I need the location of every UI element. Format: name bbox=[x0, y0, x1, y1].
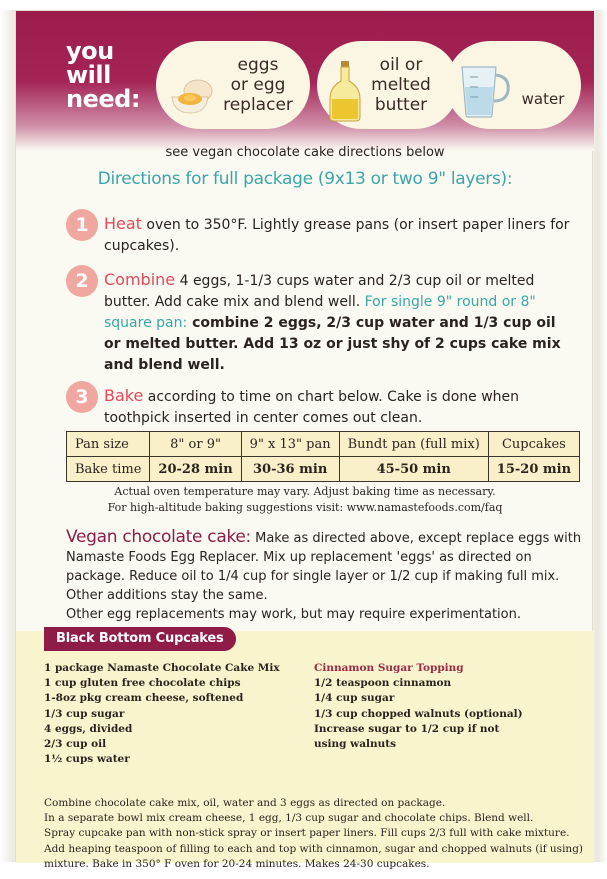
step-3-lead: Bake bbox=[104, 386, 144, 405]
ingredients-right bbox=[314, 661, 523, 752]
list-item: using walnuts bbox=[314, 738, 397, 751]
step-3 bbox=[66, 385, 576, 429]
list-item: Increase sugar to 1/2 cup if not bbox=[314, 722, 500, 735]
table-cell: 9" x 13" pan bbox=[241, 432, 339, 457]
list-item: 1 cup gluten free chocolate chips bbox=[44, 677, 241, 690]
altitude-note: For high-altitude baking suggestions visit: www.namastefoods.com/faq bbox=[107, 501, 503, 514]
list-item: 1½ cups water bbox=[44, 753, 130, 766]
step-2-single-pan-text: combine 2 eggs, 2/3 cup water and 1/3 cup oil or melted butter. Add 13 oz or just shy of 2 cups cake mix and blend well. bbox=[104, 315, 561, 373]
you-will-need-banner bbox=[16, 11, 594, 151]
vegan-text: Make as directed above, except replace eggs with Namaste Foods Egg Replacer. Mix up replacement 'eggs' as directed on package. Reduce oil to 1/4 cup for single layer or 1/2 cup if making full mix. Other additions stay the same. bbox=[66, 531, 582, 603]
bake-time-table bbox=[66, 431, 580, 482]
vegan-directions bbox=[66, 528, 586, 624]
table-cell: Bake time bbox=[67, 457, 150, 482]
eggs-text: eggs or egg replacer bbox=[223, 55, 293, 115]
vegan-lead: Vegan chocolate cake: bbox=[66, 527, 251, 547]
eggs-icon bbox=[168, 73, 216, 117]
need-line-1: you bbox=[66, 37, 114, 65]
list-item: 1/2 teaspoon cinnamon bbox=[314, 677, 452, 690]
list-item: 1/4 cup sugar bbox=[314, 692, 395, 705]
step-1 bbox=[66, 213, 576, 257]
list-item: 4 eggs, divided bbox=[44, 722, 133, 735]
table-cell: Cupcakes bbox=[488, 432, 579, 457]
step-1-text: oven to 350°F. Lightly grease pans (or insert paper liners for cupcakes). bbox=[104, 217, 570, 254]
list-item: 1/3 cup chopped walnuts (optional) bbox=[314, 707, 523, 720]
see-vegan-note: see vegan chocolate cake directions below bbox=[165, 145, 445, 160]
table-cell: Pan size bbox=[67, 432, 150, 457]
table-cell: Bundt pan (full mix) bbox=[339, 432, 488, 457]
list-item: 1 package Namaste Chocolate Cake Mix bbox=[44, 662, 280, 674]
water-text: water bbox=[521, 90, 565, 108]
package-back-panel bbox=[15, 10, 593, 870]
step-2-badge: 2 bbox=[66, 265, 98, 297]
table-cell: 20-28 min bbox=[150, 457, 241, 482]
directions-title: Directions for full package (9x13 or two 9" layers): bbox=[97, 169, 513, 189]
recipe-method bbox=[44, 796, 584, 872]
oven-note: Actual oven temperature may vary. Adjust baking time as necessary. bbox=[114, 485, 496, 498]
recipe-title: Black Bottom Cupcakes bbox=[44, 627, 236, 651]
step-2 bbox=[66, 269, 576, 376]
method-line: In a separate bowl mix cream cheese, 1 egg, 1/3 cup sugar and chocolate chips. Blend well. bbox=[44, 812, 534, 825]
method-line: Combine chocolate cake mix, oil, water and 3 eggs as directed on package. bbox=[44, 797, 446, 809]
oil-text: oil or melted butter bbox=[371, 55, 431, 115]
table-cell: 30-36 min bbox=[241, 457, 339, 482]
ingredients-left bbox=[44, 661, 280, 767]
list-item: 1-8oz pkg cream cheese, softened bbox=[44, 692, 244, 705]
need-line-2: will bbox=[66, 61, 111, 89]
step-3-text: according to time on chart below. Cake is done when toothpick inserted in center comes out clean. bbox=[104, 389, 520, 426]
step-2-single-pan: For single 9" round or 8" square pan: bbox=[104, 294, 536, 331]
step-2-lead: Combine bbox=[104, 270, 176, 289]
table-cell: 8" or 9" bbox=[150, 432, 241, 457]
method-line: Add heaping teaspoon of filling to each and top with cinnamon, sugar and chopped walnuts (if using) bbox=[44, 842, 584, 855]
method-line: mixture. Bake in 350° F oven for 20-24 minutes. Makes 24-30 cupcakes. bbox=[44, 857, 430, 870]
need-line-3: need: bbox=[66, 85, 140, 113]
step-1-badge: 1 bbox=[66, 209, 98, 241]
table-header-row bbox=[67, 432, 580, 457]
table-row bbox=[67, 457, 580, 482]
list-item: 1/3 cup sugar bbox=[44, 707, 125, 720]
measuring-cup-icon bbox=[456, 61, 512, 119]
table-cell: 45-50 min bbox=[339, 457, 488, 482]
list-item: 2/3 cup oil bbox=[44, 738, 107, 751]
method-line: Spray cupcake pan with non-stick spray or insert paper liners. Fill cups 2/3 full with cake mixture. bbox=[44, 827, 570, 840]
step-1-lead: Heat bbox=[104, 214, 142, 233]
table-cell: 15-20 min bbox=[488, 457, 579, 482]
you-will-need-label bbox=[66, 39, 140, 111]
step-3-badge: 3 bbox=[66, 381, 98, 413]
step-2-text: 4 eggs, 1-1/3 cups water and 2/3 cup oil or melted butter. Add cake mix and blend well. bbox=[104, 273, 535, 310]
topping-title: Cinnamon Sugar Topping bbox=[314, 662, 464, 674]
vegan-extra-note: Other egg replacements may work, but may require experimentation. bbox=[66, 607, 521, 622]
